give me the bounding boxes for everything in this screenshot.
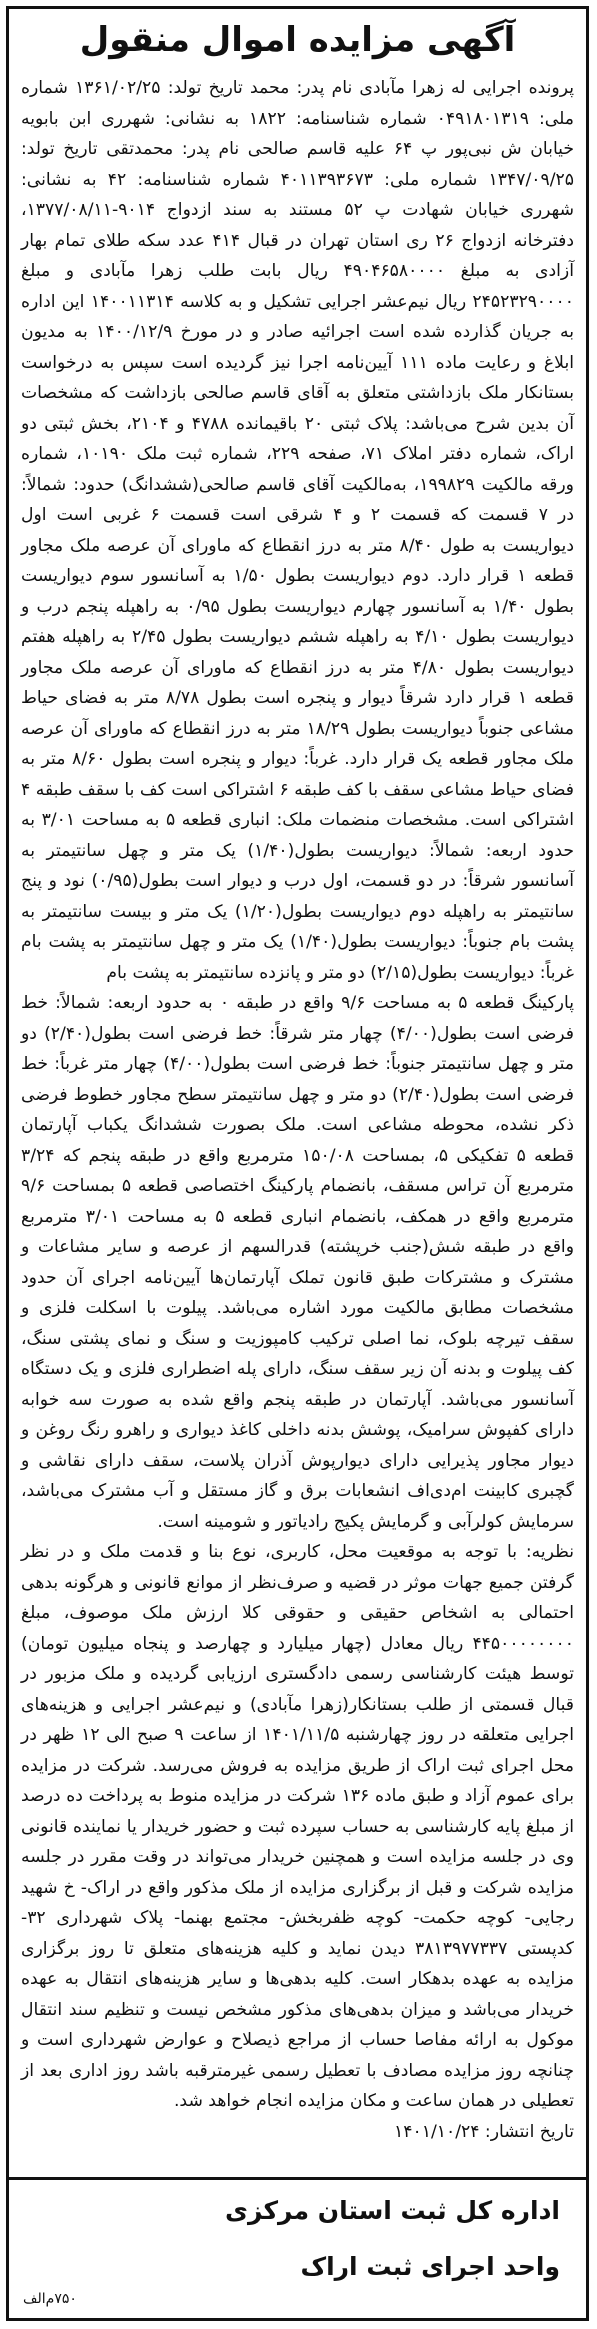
notice-paragraph-opinion: نظریه: با توجه به موقعیت محل، کاربری، نوع بنا و قدمت ملک و در نظر گرفتن جمیع جهات موثر در قضیه و صرف‌نظر از موانع قانونی و هرگونه بدهی احتمالی به اشخاص حقیقی و حقوقی کلا ارزش ملک موصوف، مبلغ ۴۴۵۰۰۰۰۰۰۰۰ ریال معادل (چهار میلیارد و چهارصد و پنجاه میلیون تومان) توسط هیئت کارشناسی رسمی دادگستری ارزیابی گردیده و ملک مزبور در قبال قسمتی از طلب بستانکار(زهرا مآبادی) و نیم‌عشر اجرایی و هزینه‌های اجرایی متعلقه در روز چهارشنبه ۱۴۰۱/۱۱/۵ از ساعت ۹ صبح الی ۱۲ ظهر در محل اجرای ثبت اراک از طریق مزایده به فروش می‌رسد. شرکت در مزایده برای عموم آزاد و طبق ماده ۱۳۶ شرکت در مزایده منوط به پرداخت ده درصد از مبلغ پایه کارشناسی به حساب سپرده ثبت و حضور خریدار یا نماینده قانونی وی در جلسه مزایده است و همچنین خریدار می‌تواند در وقت مقرر در جلسه مزایده شرکت و قبل از برگزاری مزایده از ملک مذکور واقع در اراک- خ شهید رجایی- کوچه حکمت- کوچه ظفربخش- مجتمع بهنما- پلاک شهرداری ۳۲- کدپستی ۳۸۱۳۹۷۷۳۳۷ دیدن نماید و کلیه هزینه‌های متعلق تا روز برگزاری مزایده به عهده بدهکار است. کلیه بدهی‌ها و سایر هزینه‌های انتقال به عهده خریدار می‌باشد و میزان بدهی‌های مذکور مشخص نیست و تنظیم سند انتقال موکول به ارائه مفاصا حساب از مراجع ذیصلاح و عوارض شهرداری است و چنانچه روز مزایده مصادف با تعطیل رسمی غیرمترقبه باشد روز اداری بعد از تعطیلی در همان ساعت و مکان مزایده انجام خواهد شد.: [21, 1542, 574, 2111]
issuer-office: اداره کل ثبت استان مرکزی: [225, 2196, 560, 2225]
notice-paragraph-case-details: پرونده اجرایی له زهرا مآبادی نام پدر: محمد تاریخ تولد: ۱۳۶۱/۰۲/۲۵ شماره ملی: ۰۴۹۱۸۰۱۳۱۹ شماره شناسنامه: ۱۸۲۲ به نشانی: شهرری ابن بابویه خیابان ش نبی‌پور پ ۶۴ علیه قاسم صالحی نام پدر: محمدتقی تاریخ تولد: ۱۳۴۷/۰۹/۲۵ شماره ملی: ۴۰۱۱۳۹۳۶۷۳ شماره شناسنامه: ۴۲ به نشانی: شهرری خیابان شهادت پ ۵۲ مستند به سند ازدواج ۹۰۱۴-۱۳۷۷/۰۸/۱۱، دفترخانه ازدواج ۲۶ ری استان تهران در قبال ۴۱۴ عدد سکه طلای تمام بهار آزادی به مبلغ ۴۹۰۴۶۵۸۰۰۰۰ ریال بابت طلب زهرا مآبادی و مبلغ ۲۴۵۲۳۲۹۰۰۰۰ ریال نیم‌عشر اجرایی تشکیل و به کلاسه ۱۴۰۰۱۱۳۱۴ این اداره به جریان گذارده شده است اجرائیه صادر و در مورخ ۱۴۰۰/۱۲/۹ به مدیون ابلاغ و رعایت ماده ۱۱۱ آیین‌نامه اجرا نیز گردیده است سپس به درخواست بستانکار ملک بازداشتی متعلق به آقای قاسم صالحی بازداشت که مشخصات آن بدین شرح می‌باشد: پلاک ثبتی ۲۰ باقیمانده ۴۷۸۸ و ۲۱۰۴، بخش ثبتی دو اراک، شماره دفتر املاک ۷۱، صفحه ۲۲۹، شماره ثبت ملک ۱۰۱۹۰، شماره ورقه مالکیت ۱۹۹۸۲۹، به‌مالکیت آقای قاسم صالحی(ششدانگ) حدود: شمالاً: در ۷ قسمت که قسمت ۲ و ۴ شرقی است قسمت ۶ غربی است اول دیواریست به طول ۸/۴۰ متر به درز انقطاع که ماورای آن عرصه ملک مجاور قطعه ۱ قرار دارد. دوم دیواریست بطول ۱/۵۰ به آسانسور سوم دیواریست بطول ۱/۴۰ به آسانسور چهارم دیواریست بطول ۰/۹۵ به راهپله پنجم درب و دیواریست بطول ۴/۱۰ به راهپله ششم دیواریست بطول ۲/۴۵ به راهپله هفتم دیواریست بطول ۴/۸۰ متر به درز انقطاع که ماورای آن عرصه ملک مجاور قطعه ۱ قرار دارد شرقاً دیوار و پنجره است بطول ۸/۷۸ متر به فضای حیاط مشاعی جنوباً دیواریست بطول ۱۸/۲۹ متر به درز انقطاع که ماورای آن عرصه ملک مجاور قطعه یک قرار دارد. غرباً: دیوار و پنجره است بطول ۸/۶۰ متر به فضای حیاط مشاعی سقف با کف طبقه ۶ اشتراکی است کف با سقف طبقه ۴ اشتراکی است. مشخصات منضمات ملک: انباری قطعه ۵ به مساحت ۳/۰۱ به حدود اربعه: شمالاً: دیواریست بطول(۱/۴۰) یک متر و چهل سانتیمتر به آسانسور شرقاً: در دو قسمت، اول درب و دیوار است بطول(۰/۹۵) نود و پنج سانتیمتر به راهپله دوم دیواریست بطول(۱/۲۰) یک متر و بیست سانتیمتر به پشت بام جنوباً: دیواریست بطول(۱/۴۰) یک متر و چهل سانتیمتر به پشت بام غرباً: دیواریست بطول(۲/۱۵) دو متر و پانزده سانتیمتر به پشت بام: [21, 78, 575, 983]
notice-publish-date: تاریخ انتشار: ۱۴۰۱/۱۰/۲۴: [394, 2121, 574, 2142]
notice-body: [9, 73, 586, 2147]
auction-notice: [6, 6, 589, 2321]
issuer-unit: واحد اجرای ثبت اراک: [300, 2252, 560, 2281]
notice-code: ۷۵۰م‌الف: [23, 2291, 77, 2307]
notice-footer: [9, 2177, 586, 2318]
notice-paragraph-parking: پارکینگ قطعه ۵ به مساحت ۹/۶ واقع در طبقه ۰ به حدود اربعه: شمالاً: خط فرضی است بطول(۴/۰۰) چهار متر شرقاً: خط فرضی است بطول(۲/۴۰) دو متر و چهل سانتیمتر جنوباً: خط فرضی است بطول(۴/۰۰) چهار متر غرباً: خط فرضی است بطول(۲/۴۰) دو متر و چهل سانتیمتر سطح مجاور خطوط فرضی ذکر نشده، محوطه مشاعی است. ملک بصورت ششدانگ یکباب آپارتمان قطعه ۵ تفکیکی ۵، بمساحت ۱۵۰/۰۸ مترمربع واقع در طبقه پنجم که ۳/۲۴ مترمربع آن تراس مسقف، بانضمام پارکینگ اختصاصی قطعه ۵ بمساحت ۹/۶ مترمربع واقع در همکف، بانضمام انباری قطعه ۵ به مساحت ۳/۰۱ مترمربع واقع در طبقه شش(جنب خرپشته) قدرالسهم از عرصه و سایر مشاعات و مشترک و مشترکات طبق قانون تملک آپارتمان‌ها آیین‌نامه اجرای آن حدود مشخصات مطابق مالکیت مورد اشاره می‌باشد. پیلوت با اسکلت فلزی و سقف تیرچه بلوک، نما اصلی ترکیب کامپوزیت و سنگ و نمای پشتی سنگ، کف پیلوت و بدنه آن زیر سقف سنگ، دارای پله اضطراری فلزی و یک دستگاه آسانسور می‌باشد. آپارتمان در طبقه پنجم واقع شده به صورت سه خوابه دارای کفپوش سرامیک، پوشش بدنه داخلی کاغذ دیواری و راهرو رنگ روغن و دیوار مجاور پذیرایی دارای دیوارپوش آذران پلاست، سقف دارای نقاشی و گچبری کابینت ام‌دی‌اف انشعابات برق و گاز مستقل و آب مشترک می‌باشد، سرمایش کولرآبی و گرمایش پکیج رادیاتور و شومینه است.: [21, 993, 575, 1532]
notice-title: آگهی مزایده اموال منقول: [79, 20, 516, 60]
